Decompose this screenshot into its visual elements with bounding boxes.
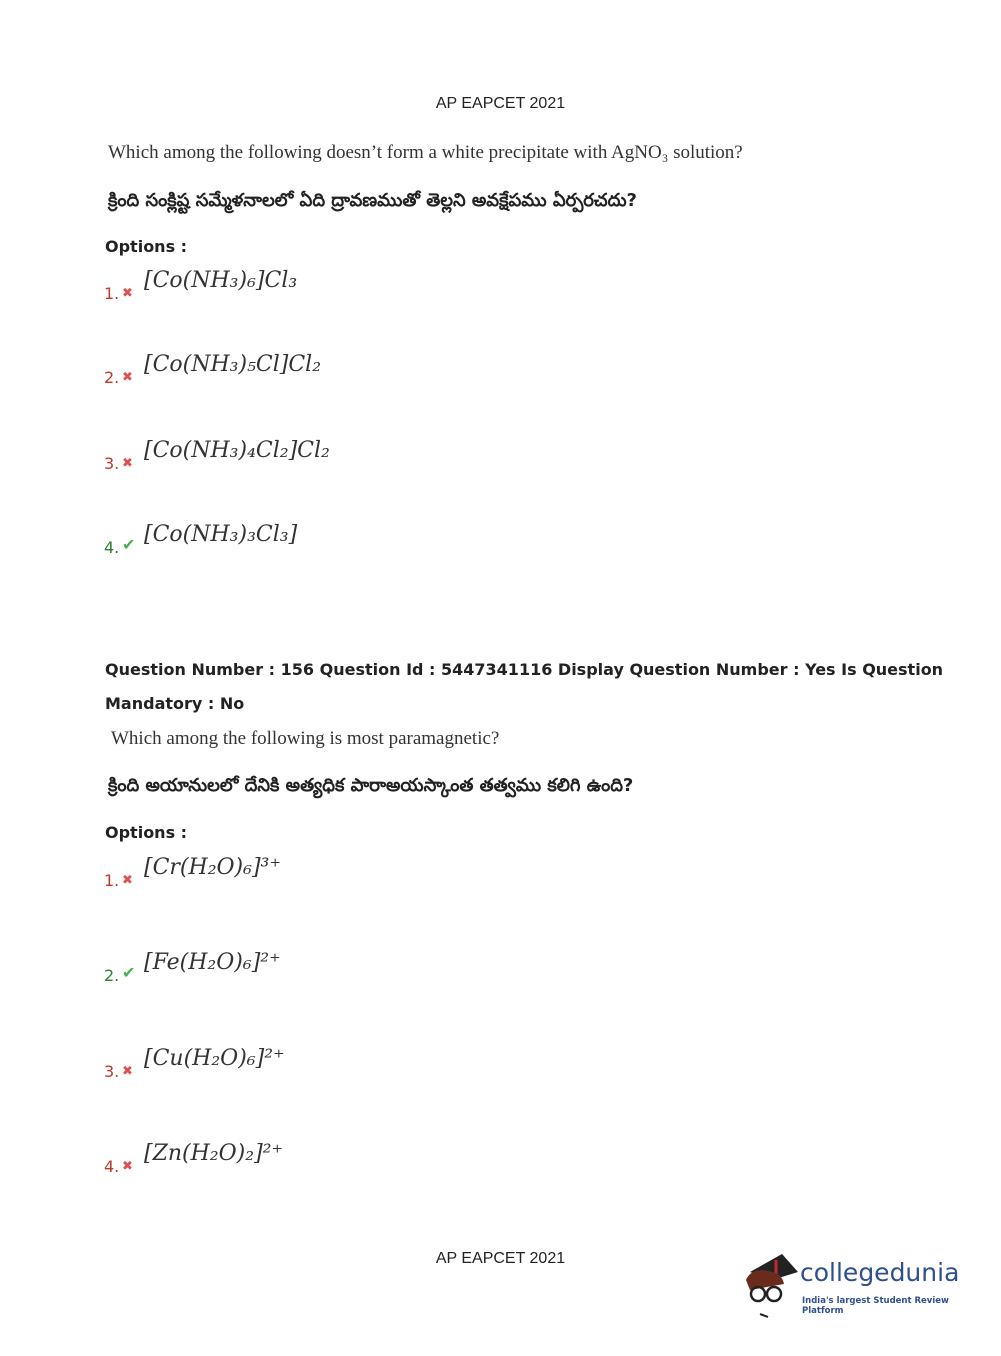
collegedunia-logo (742, 1250, 972, 1320)
cross-icon: ✖ (122, 369, 133, 384)
option-number: 1. (104, 871, 120, 890)
option-3 (104, 1046, 285, 1081)
option-number: 4. (104, 1157, 120, 1176)
options-label: Options : (105, 823, 188, 842)
question-text-en: Which among the following is most paramagnetic? (111, 728, 500, 749)
option-number: 4. (104, 538, 120, 557)
cross-icon: ✖ (122, 1063, 133, 1078)
option-2 (104, 352, 321, 387)
option-number: 3. (104, 1062, 120, 1081)
check-icon: ✔ (122, 965, 136, 982)
option-formula: [Cr(H₂O)₆]³⁺ (144, 855, 281, 880)
question-meta: Question Number : 156 Question Id : 5447341116 Display Question Number : Yes Is Question (105, 660, 944, 679)
page-footer: AP EAPCET 2021 (435, 1250, 566, 1267)
question-text-en: Which among the following doesn’t form a white precipitate with AgNO₃ solution? (108, 142, 743, 163)
logo-tagline: India's largest Student Review Platform (802, 1296, 949, 1316)
option-formula: [Co(NH₃)₅Cl]Cl₂ (144, 352, 322, 377)
logo-name: collegedunia (800, 1258, 960, 1287)
mascot-icon (742, 1250, 800, 1320)
options-label: Options : (105, 237, 188, 256)
option-number: 2. (104, 368, 120, 387)
option-formula: [Fe(H₂O)₆]²⁺ (144, 950, 281, 975)
option-number: 3. (104, 454, 120, 473)
question-mandatory: Mandatory : No (105, 694, 245, 713)
option-2 (104, 950, 281, 985)
question-text-te: క్రింది సంక్లిష్ట సమ్మేళనాలలో ఏది ద్రావణముతో తెల్లని అవక్షేపము ఏర్పరచదు? (108, 190, 637, 211)
option-formula: [Cu(H₂O)₆]²⁺ (144, 1046, 285, 1071)
cross-icon: ✖ (122, 1158, 133, 1173)
option-formula: [Zn(H₂O)₂]²⁺ (144, 1141, 284, 1166)
option-number: 1. (104, 284, 120, 303)
option-1 (104, 268, 297, 303)
option-formula: [Co(NH₃)₃Cl₃] (144, 522, 298, 547)
question-text-te: క్రింది అయానులలో దేనికి అత్యధిక పారాఅయస్కాంత తత్వము కలిగి ఉంది? (108, 775, 634, 796)
cross-icon: ✖ (122, 872, 133, 887)
page-header: AP EAPCET 2021 (435, 95, 566, 112)
option-number: 2. (104, 966, 120, 985)
cross-icon: ✖ (122, 285, 133, 300)
option-3 (104, 438, 330, 473)
check-icon: ✔ (122, 537, 136, 554)
option-1 (104, 855, 281, 890)
option-formula: [Co(NH₃)₆]Cl₃ (144, 268, 298, 293)
option-4 (104, 522, 297, 557)
option-formula: [Co(NH₃)₄Cl₂]Cl₂ (144, 438, 330, 463)
option-4 (104, 1141, 283, 1176)
cross-icon: ✖ (122, 455, 133, 470)
